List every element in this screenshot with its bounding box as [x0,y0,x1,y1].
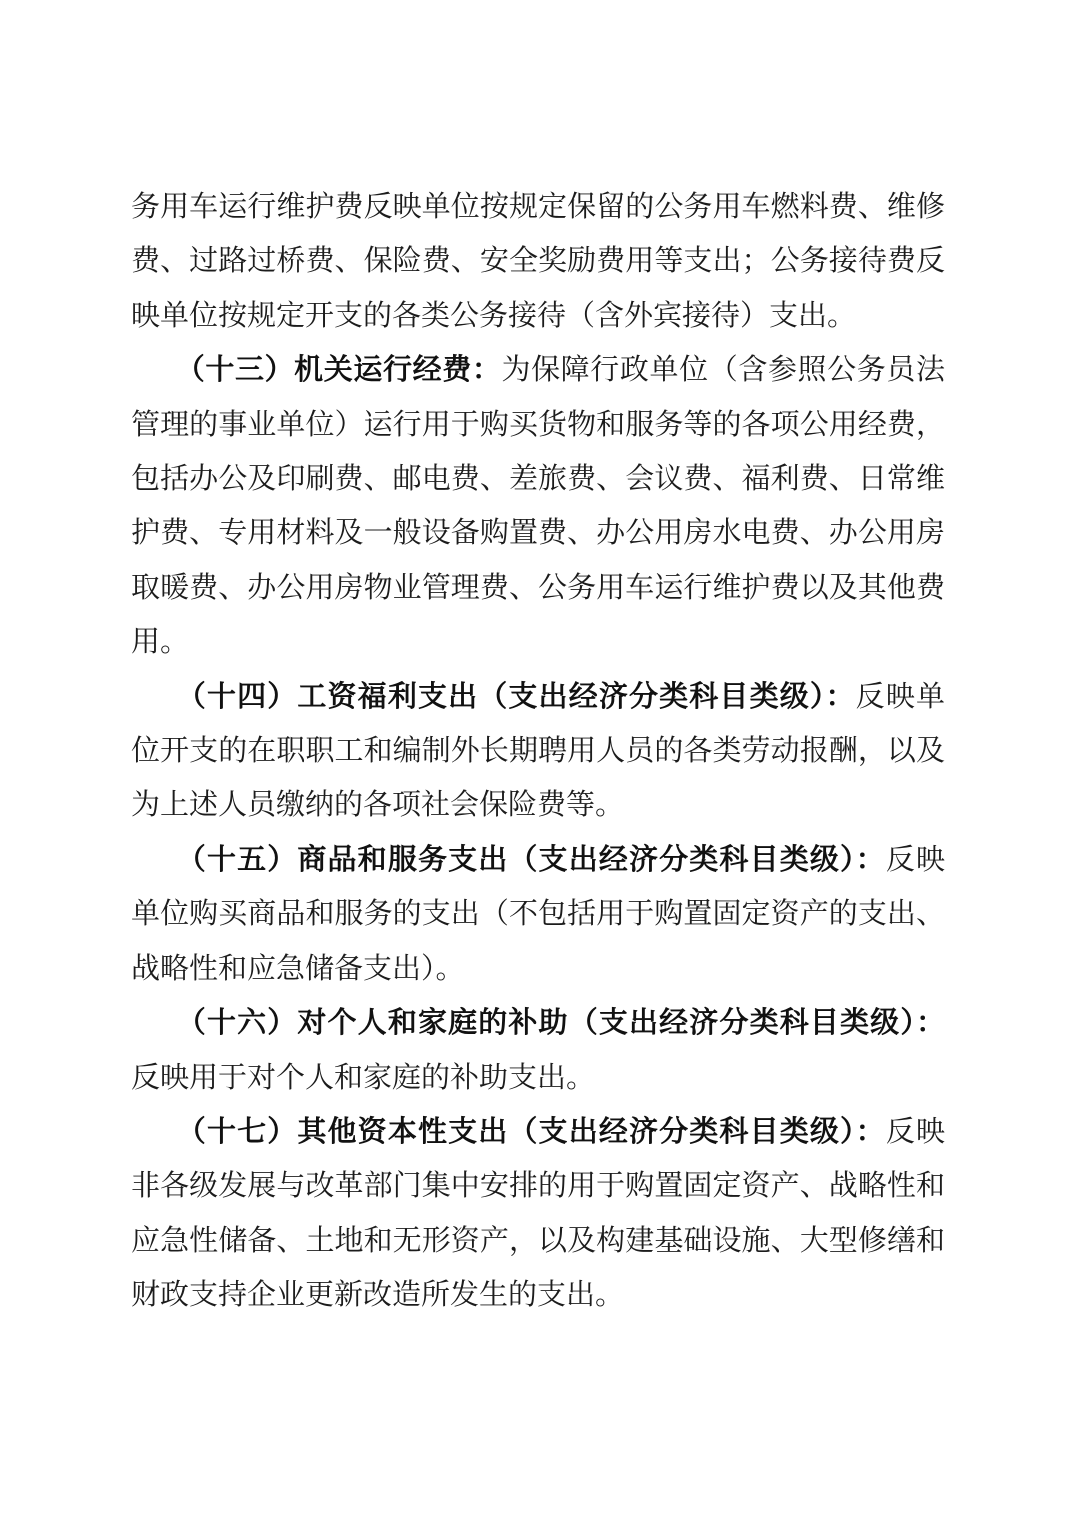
text-line [131,996,945,1050]
text-line [131,561,945,615]
paragraph-text-run [131,1007,191,1039]
text-line [131,1105,945,1159]
text-line [131,1051,945,1105]
paragraph-heading-run: （十五）商品和服务支出（支出经济分类科目类级）： [191,843,886,876]
text-line [131,234,945,288]
paragraph-text-run: 单位购买商品和服务的支出（不包括用于购置固定资产的支出、 [131,898,945,931]
paragraph-text-run: 财政支持企业更新改造所发生的支出。 [131,1279,625,1312]
paragraph-text-run: 战略性和应急储备支出）。 [131,952,465,985]
paragraph-text-run: 为保障行政单位（含参照公务员法 [501,354,945,387]
paragraph-text-run: 护费、专用材料及一般设备购置费、办公用房水电费、办公用房 [131,517,945,550]
paragraph-heading-run: （十六）对个人和家庭的补助（支出经济分类科目类级）： [191,1007,945,1040]
text-line [131,343,945,397]
paragraph-text-run: 应急性储备、土地和无形资产，以及构建基础设施、大型修缮和 [131,1224,945,1257]
paragraph-text-run: 反映 [885,1115,945,1148]
paragraph-text-run [131,681,191,713]
text-line [131,180,945,234]
paragraph-text-run: 映单位按规定开支的各类公务接待（含外宾接待）支出。 [131,299,857,332]
text-line [131,506,945,560]
paragraph-heading-run: （十四）工资福利支出（支出经济分类科目类级）： [191,680,856,713]
paragraph-text-run: 反映单 [855,680,945,713]
paragraph-text-run [131,844,191,876]
paragraph-text-run: 取暖费、办公用房物业管理费、公务用车运行维护费以及其他费 [131,571,945,604]
paragraph-text-run: 反映 [885,843,945,876]
text-line [131,670,945,724]
paragraph-heading-run: （十七）其他资本性支出（支出经济分类科目类级）： [191,1115,886,1148]
text-line [131,615,945,669]
paragraph-heading-run: （十三）机关运行经费： [190,354,502,387]
text-line [131,724,945,778]
paragraph-text-run: 务用车运行维护费反映单位按规定保留的公务用车燃料费、维修 [131,191,945,223]
text-line [131,1159,945,1213]
text-line [131,1268,945,1322]
text-line [131,289,945,343]
paragraph-text-run: 非各级发展与改革部门集中安排的用于购置固定资产、战略性和 [131,1170,945,1203]
text-line [131,887,945,941]
paragraph-text-run: 为上述人员缴纳的各项社会保险费等。 [131,789,625,822]
paragraph-text-run [131,354,190,386]
paragraph-text-run: 反映用于对个人和家庭的补助支出。 [131,1061,596,1094]
paragraph-text-run: 包括办公及印刷费、邮电费、差旅费、会议费、福利费、日常维 [131,463,945,496]
paragraph-text-run: 费、过路过桥费、保险费、安全奖励费用等支出；公务接待费反 [131,245,945,278]
paragraph-text-run [131,1116,191,1148]
document-body [131,180,945,1323]
text-line [131,398,945,452]
paragraph-text-run: 位开支的在职职工和编制外长期聘用人员的各类劳动报酬，以及 [131,735,945,768]
text-line [131,1214,945,1268]
text-line [131,833,945,887]
text-line [131,942,945,996]
paragraph-text-run: 管理的事业单位）运行用于购买货物和服务等的各项公用经费， [131,408,945,441]
text-line [131,452,945,506]
paragraph-text-run: 用。 [131,626,190,659]
text-line [131,778,945,832]
